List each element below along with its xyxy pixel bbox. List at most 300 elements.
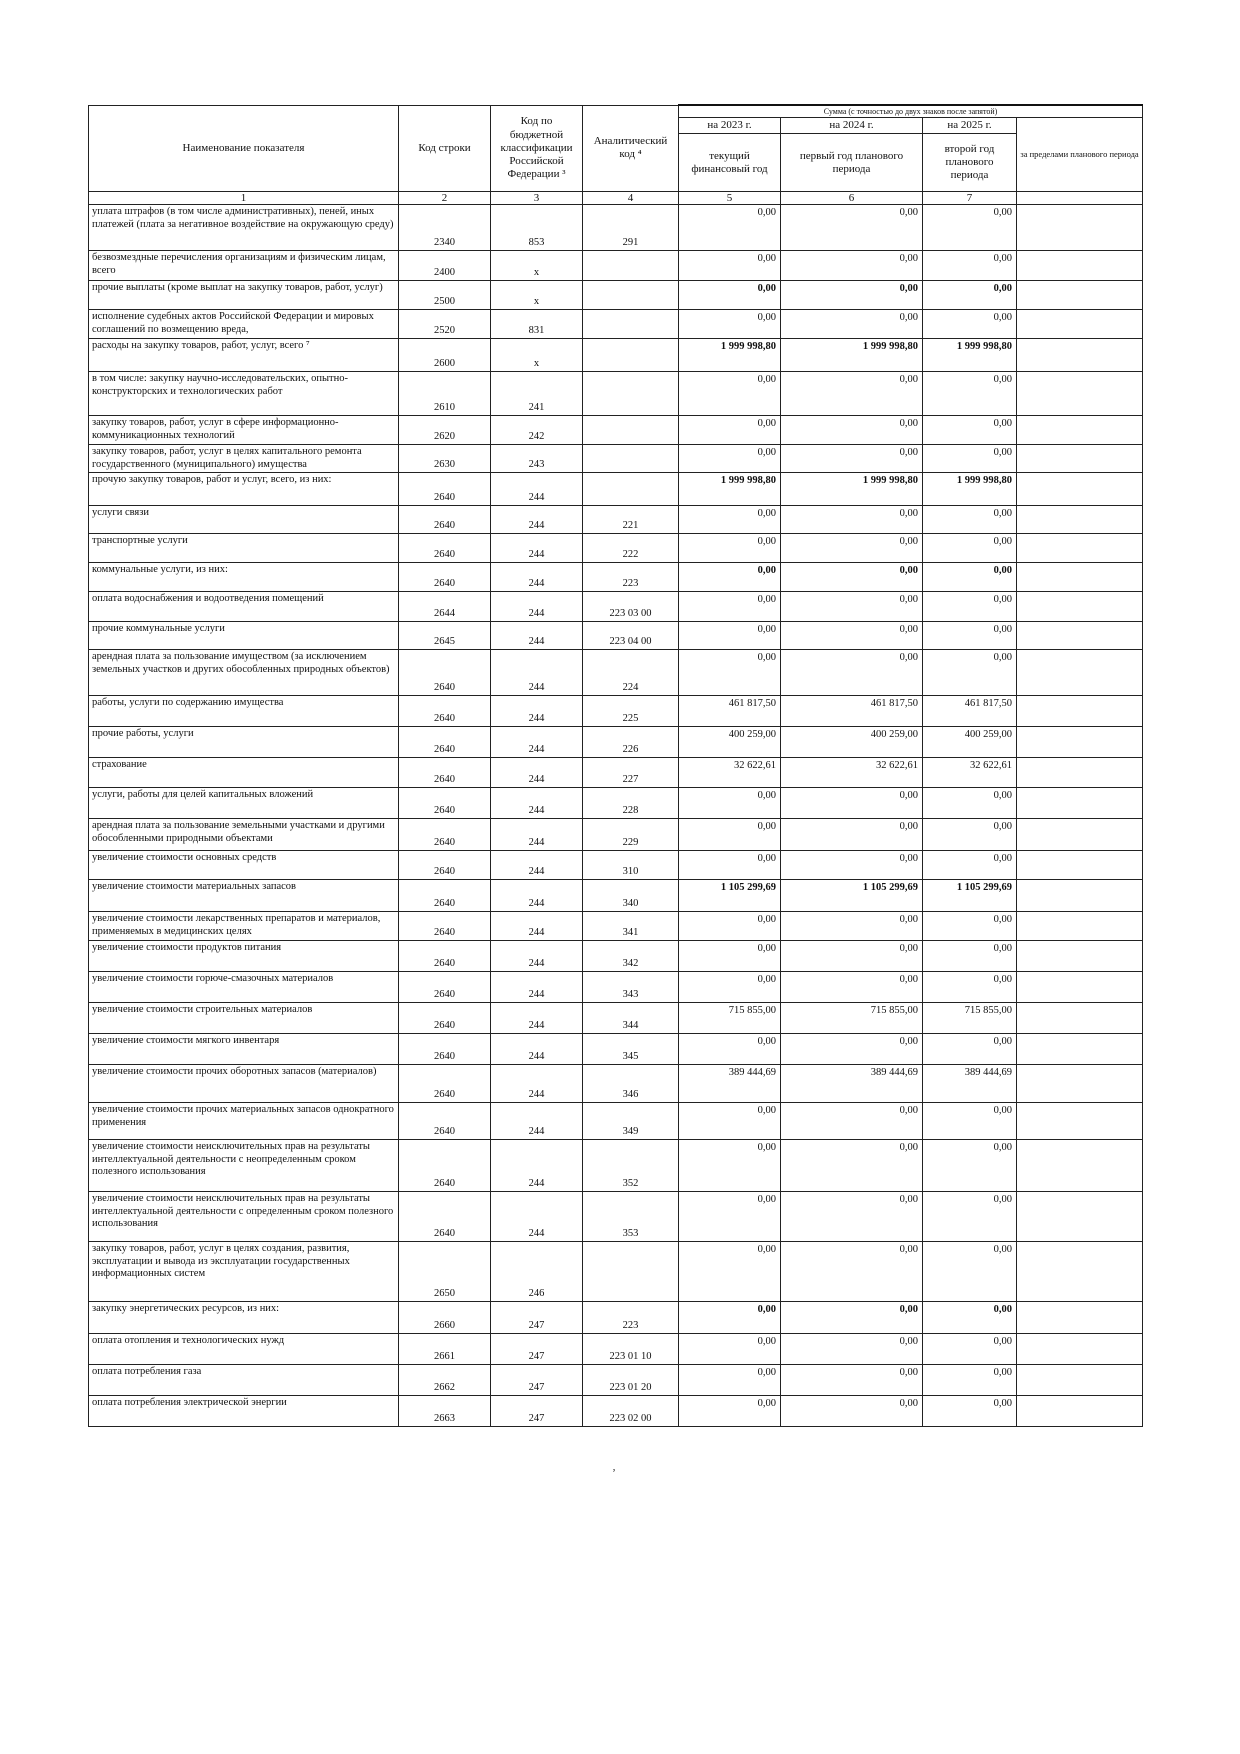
row-value-2023: 400 259,00 [679,727,781,758]
row-value-2025: 1 105 299,69 [923,880,1017,912]
row-value-2025: 0,00 [923,251,1017,281]
row-name: закупку товаров, работ, услуг в сфере информационно-коммуникационных технологий [89,416,399,445]
row-analytic-code [583,310,679,339]
row-kbk: 247 [491,1302,583,1334]
row-value-beyond [1017,1334,1143,1365]
row-kbk: 244 [491,696,583,727]
row-value-2023: 1 999 998,80 [679,473,781,506]
row-value-2024: 1 105 299,69 [781,880,923,912]
row-code: 2600 [399,339,491,372]
table-row [89,1192,1143,1242]
row-value-2025: 32 622,61 [923,758,1017,788]
row-analytic-code [583,416,679,445]
kbk-line: Российской [509,154,564,167]
row-analytic-code: 349 [583,1103,679,1140]
row-value-2023: 0,00 [679,819,781,851]
row-name: арендная плата за пользование земельными участками и другими обособленными природными объектами [89,819,399,851]
row-analytic-code: 353 [583,1192,679,1242]
row-name: услуги связи [89,506,399,534]
row-analytic-code [583,1242,679,1302]
row-name: увеличение стоимости прочих материальных запасов однократного применения [89,1103,399,1140]
row-kbk: 244 [491,563,583,592]
row-kbk: 244 [491,534,583,563]
row-analytic-code: 341 [583,912,679,941]
row-code: 2610 [399,372,491,416]
row-value-beyond [1017,912,1143,941]
row-value-beyond [1017,592,1143,622]
row-code: 2640 [399,534,491,563]
row-value-2024: 0,00 [781,281,923,310]
row-value-2024: 0,00 [781,416,923,445]
row-value-beyond [1017,972,1143,1003]
row-code: 2640 [399,1192,491,1242]
col-number: 7 [923,192,1017,205]
row-kbk: 244 [491,788,583,819]
row-value-2023: 0,00 [679,251,781,281]
table-row [89,727,1143,758]
row-value-beyond [1017,372,1143,416]
row-value-2024: 0,00 [781,622,923,650]
row-value-2024: 0,00 [781,1334,923,1365]
analytic-line: Аналитический [593,135,668,148]
row-code: 2640 [399,788,491,819]
row-value-2023: 0,00 [679,912,781,941]
row-value-2024: 32 622,61 [781,758,923,788]
row-code: 2640 [399,972,491,1003]
row-value-beyond [1017,416,1143,445]
row-kbk: 244 [491,1192,583,1242]
col-number: 6 [781,192,923,205]
row-value-2025: 0,00 [923,1302,1017,1334]
row-kbk: х [491,281,583,310]
row-name: увеличение стоимости прочих оборотных запасов (материалов) [89,1065,399,1103]
row-value-2023: 0,00 [679,1365,781,1396]
row-kbk: х [491,339,583,372]
table-row [89,251,1143,281]
row-value-2023: 1 999 998,80 [679,339,781,372]
row-name: расходы на закупку товаров, работ, услуг, всего ⁷ [89,339,399,372]
row-analytic-code: 223 01 10 [583,1334,679,1365]
row-name: увеличение стоимости неисключительных прав на результаты интеллектуальной деятельности с неопределенным сроком полезного использования [89,1140,399,1192]
row-analytic-code: 228 [583,788,679,819]
row-value-2024: 0,00 [781,819,923,851]
row-code: 2660 [399,1302,491,1334]
row-kbk: 244 [491,473,583,506]
table-row [89,473,1143,506]
row-value-2024: 0,00 [781,851,923,880]
row-analytic-code [583,339,679,372]
row-value-2024: 0,00 [781,1396,923,1427]
row-value-2023: 0,00 [679,592,781,622]
row-analytic-code: 222 [583,534,679,563]
row-value-2025: 0,00 [923,1034,1017,1065]
row-code: 2640 [399,473,491,506]
row-kbk: 244 [491,851,583,880]
row-name: услуги, работы для целей капитальных вложений [89,788,399,819]
row-kbk: 243 [491,445,583,473]
table-row [89,758,1143,788]
row-kbk: 247 [491,1334,583,1365]
table-row [89,445,1143,473]
row-value-2023: 0,00 [679,1302,781,1334]
row-code: 2661 [399,1334,491,1365]
row-value-beyond [1017,1034,1143,1065]
row-value-beyond [1017,506,1143,534]
row-value-2025: 0,00 [923,563,1017,592]
row-value-2023: 0,00 [679,372,781,416]
row-name: прочие выплаты (кроме выплат на закупку товаров, работ, услуг) [89,281,399,310]
row-analytic-code: 223 01 20 [583,1365,679,1396]
row-value-beyond [1017,473,1143,506]
row-value-2023: 0,00 [679,1192,781,1242]
financial-plan-sheet [88,104,1142,1427]
row-code: 2645 [399,622,491,650]
row-value-2023: 0,00 [679,622,781,650]
row-kbk: 244 [491,1103,583,1140]
row-kbk: 244 [491,941,583,972]
row-analytic-code [583,281,679,310]
row-value-2024: 0,00 [781,1034,923,1065]
kbk-line: Федерации ³ [507,168,566,181]
row-name: оплата потребления газа [89,1365,399,1396]
header-analytic-col [583,105,679,192]
row-value-beyond [1017,758,1143,788]
row-value-2024: 0,00 [781,592,923,622]
row-analytic-code: 352 [583,1140,679,1192]
table-row [89,1396,1143,1427]
row-value-beyond [1017,819,1143,851]
row-value-2023: 0,00 [679,1034,781,1065]
row-kbk: 247 [491,1365,583,1396]
row-name: увеличение стоимости продуктов питания [89,941,399,972]
header-current-year: текущий финансовый год [679,134,781,192]
row-value-2024: 0,00 [781,310,923,339]
row-kbk: 244 [491,1003,583,1034]
row-value-2023: 389 444,69 [679,1065,781,1103]
table-row [89,972,1143,1003]
row-kbk: 244 [491,819,583,851]
row-analytic-code: 310 [583,851,679,880]
row-value-2023: 0,00 [679,650,781,696]
row-value-2025: 0,00 [923,1334,1017,1365]
col-number: 3 [491,192,583,205]
header-sum-title: Сумма (с точностью до двух знаков после запятой) [679,105,1143,118]
row-name: прочие работы, услуги [89,727,399,758]
row-code: 2640 [399,650,491,696]
table-row [89,1302,1143,1334]
table-row [89,563,1143,592]
table-row [89,281,1143,310]
row-code: 2640 [399,506,491,534]
row-value-2025: 0,00 [923,941,1017,972]
row-code: 2650 [399,1242,491,1302]
row-analytic-code: 227 [583,758,679,788]
row-analytic-code: 226 [583,727,679,758]
row-code: 2400 [399,251,491,281]
row-code: 2640 [399,912,491,941]
row-value-2023: 0,00 [679,1140,781,1192]
row-value-beyond [1017,941,1143,972]
row-value-2024: 0,00 [781,506,923,534]
row-value-beyond [1017,788,1143,819]
row-value-2023: 32 622,61 [679,758,781,788]
row-value-2025: 1 999 998,80 [923,473,1017,506]
row-kbk: 242 [491,416,583,445]
row-analytic-code [583,372,679,416]
row-value-2023: 0,00 [679,1334,781,1365]
row-value-2023: 0,00 [679,941,781,972]
row-value-beyond [1017,339,1143,372]
row-value-beyond [1017,1003,1143,1034]
row-value-2025: 0,00 [923,1192,1017,1242]
header-second-plan-year: второй год планового периода [923,134,1017,192]
scan-mark: ʼ [612,1466,616,1480]
row-value-2025: 0,00 [923,372,1017,416]
table-row [89,416,1143,445]
table-row [89,912,1143,941]
row-code: 2640 [399,1034,491,1065]
row-analytic-code: 225 [583,696,679,727]
row-value-2025: 0,00 [923,972,1017,1003]
row-value-2024: 0,00 [781,788,923,819]
row-value-2024: 0,00 [781,445,923,473]
table-row [89,339,1143,372]
table-row [89,372,1143,416]
row-value-2025: 0,00 [923,310,1017,339]
row-value-beyond [1017,1065,1143,1103]
row-value-2023: 0,00 [679,281,781,310]
row-value-beyond [1017,310,1143,339]
row-kbk: 244 [491,912,583,941]
table-row [89,1242,1143,1302]
header-code-col: Код строки [399,105,491,192]
row-value-beyond [1017,727,1143,758]
row-value-beyond [1017,1103,1143,1140]
row-value-2025: 461 817,50 [923,696,1017,727]
col-number: 5 [679,192,781,205]
row-value-beyond [1017,1242,1143,1302]
row-kbk: 853 [491,205,583,251]
row-value-2025: 0,00 [923,622,1017,650]
table-row [89,534,1143,563]
row-name: увеличение стоимости неисключительных прав на результаты интеллектуальной деятельности с определенным сроком полезного использования [89,1192,399,1242]
row-kbk: 247 [491,1396,583,1427]
row-analytic-code: 223 04 00 [583,622,679,650]
row-value-2025: 389 444,69 [923,1065,1017,1103]
table-body [89,205,1143,1427]
row-code: 2640 [399,941,491,972]
row-analytic-code: 221 [583,506,679,534]
col-number: 2 [399,192,491,205]
row-kbk: 246 [491,1242,583,1302]
table-row [89,941,1143,972]
row-value-2023: 715 855,00 [679,1003,781,1034]
row-analytic-code: 291 [583,205,679,251]
row-name: прочую закупку товаров, работ и услуг, всего, из них: [89,473,399,506]
row-analytic-code: 343 [583,972,679,1003]
table-header [89,105,1143,205]
row-value-beyond [1017,880,1143,912]
row-value-2024: 0,00 [781,1140,923,1192]
row-code: 2640 [399,819,491,851]
row-value-2023: 0,00 [679,1103,781,1140]
row-value-2024: 0,00 [781,251,923,281]
row-value-2023: 1 105 299,69 [679,880,781,912]
row-kbk: 244 [491,506,583,534]
row-value-beyond [1017,1365,1143,1396]
row-kbk: 244 [491,622,583,650]
row-name: увеличение стоимости мягкого инвентаря [89,1034,399,1065]
row-value-2023: 0,00 [679,563,781,592]
row-code: 2640 [399,1103,491,1140]
row-value-beyond [1017,251,1143,281]
table-row [89,1365,1143,1396]
row-kbk: 244 [491,650,583,696]
row-code: 2630 [399,445,491,473]
row-code: 2640 [399,758,491,788]
row-name: работы, услуги по содержанию имущества [89,696,399,727]
analytic-line: код ⁴ [619,148,642,161]
row-value-beyond [1017,650,1143,696]
row-analytic-code: 224 [583,650,679,696]
header-kbk-col [491,105,583,192]
row-analytic-code [583,445,679,473]
row-value-2025: 0,00 [923,851,1017,880]
header-first-plan-year: первый год планового периода [781,134,923,192]
row-code: 2640 [399,563,491,592]
row-value-beyond [1017,696,1143,727]
kbk-line: бюджетной [509,128,564,141]
kbk-line: классификации [500,141,573,154]
expenditure-table [88,104,1143,1427]
row-analytic-code: 340 [583,880,679,912]
row-code: 2500 [399,281,491,310]
row-code: 2620 [399,416,491,445]
row-code: 2640 [399,1003,491,1034]
column-number-row [89,192,1143,205]
row-code: 2640 [399,727,491,758]
row-name: увеличение стоимости горюче-смазочных материалов [89,972,399,1003]
row-value-2024: 0,00 [781,563,923,592]
table-row [89,696,1143,727]
row-value-beyond [1017,1396,1143,1427]
row-analytic-code: 223 02 00 [583,1396,679,1427]
row-value-2024: 0,00 [781,534,923,563]
row-analytic-code: 342 [583,941,679,972]
row-value-2023: 0,00 [679,851,781,880]
header-beyond-period: за пределами планового периода [1017,118,1143,192]
row-value-2023: 0,00 [679,788,781,819]
row-code: 2663 [399,1396,491,1427]
row-value-beyond [1017,851,1143,880]
row-value-beyond [1017,1302,1143,1334]
header-year-2024: на 2024 г. [781,118,923,134]
row-value-2024: 0,00 [781,1302,923,1334]
row-analytic-code: 344 [583,1003,679,1034]
row-kbk: 244 [491,758,583,788]
row-kbk: 244 [491,880,583,912]
row-kbk: 244 [491,1140,583,1192]
row-name: прочие коммунальные услуги [89,622,399,650]
row-code: 2640 [399,851,491,880]
row-value-2024: 1 999 998,80 [781,473,923,506]
row-name: увеличение стоимости строительных материалов [89,1003,399,1034]
table-row [89,1140,1143,1192]
row-name: закупку энергетических ресурсов, из них: [89,1302,399,1334]
row-value-2025: 0,00 [923,1242,1017,1302]
row-value-2025: 0,00 [923,1103,1017,1140]
row-value-2024: 1 999 998,80 [781,339,923,372]
row-value-2023: 0,00 [679,972,781,1003]
row-value-2025: 0,00 [923,819,1017,851]
table-row [89,819,1143,851]
row-value-2023: 0,00 [679,310,781,339]
row-code: 2340 [399,205,491,251]
row-value-2024: 0,00 [781,1103,923,1140]
row-value-2024: 0,00 [781,372,923,416]
header-name-col: Наименование показателя [89,105,399,192]
row-code: 2640 [399,1140,491,1192]
row-code: 2520 [399,310,491,339]
row-value-2024: 715 855,00 [781,1003,923,1034]
row-value-2024: 400 259,00 [781,727,923,758]
row-name: в том числе: закупку научно-исследовательских, опытно-конструкторских и технологических работ [89,372,399,416]
row-name: арендная плата за пользование имуществом (за исключением земельных участков и других обособленных природных объектов) [89,650,399,696]
row-value-2025: 0,00 [923,416,1017,445]
row-name: страхование [89,758,399,788]
row-analytic-code: 223 [583,563,679,592]
row-value-2025: 400 259,00 [923,727,1017,758]
row-value-beyond [1017,205,1143,251]
col-number [1017,192,1143,205]
row-analytic-code: 229 [583,819,679,851]
table-row [89,1334,1143,1365]
row-value-2025: 715 855,00 [923,1003,1017,1034]
table-row [89,622,1143,650]
row-code: 2640 [399,696,491,727]
row-value-2025: 0,00 [923,445,1017,473]
row-value-beyond [1017,1140,1143,1192]
row-kbk: 244 [491,727,583,758]
row-name: транспортные услуги [89,534,399,563]
row-analytic-code: 345 [583,1034,679,1065]
col-number: 1 [89,192,399,205]
row-value-2025: 0,00 [923,1396,1017,1427]
row-value-2023: 0,00 [679,506,781,534]
col-number: 4 [583,192,679,205]
row-value-2023: 0,00 [679,1396,781,1427]
row-value-2025: 0,00 [923,1140,1017,1192]
table-row [89,1034,1143,1065]
header-year-2023: на 2023 г. [679,118,781,134]
row-value-2025: 0,00 [923,506,1017,534]
row-value-2024: 0,00 [781,972,923,1003]
row-value-2024: 0,00 [781,650,923,696]
row-name: коммунальные услуги, из них: [89,563,399,592]
row-value-2024: 389 444,69 [781,1065,923,1103]
row-code: 2662 [399,1365,491,1396]
row-kbk: 244 [491,972,583,1003]
row-value-2025: 0,00 [923,592,1017,622]
row-value-beyond [1017,622,1143,650]
row-name: закупку товаров, работ, услуг в целях капитального ремонта государственного (муниципального) имущества [89,445,399,473]
table-row [89,1103,1143,1140]
row-value-2025: 0,00 [923,205,1017,251]
row-value-2023: 0,00 [679,534,781,563]
row-value-2025: 0,00 [923,534,1017,563]
table-row [89,592,1143,622]
kbk-line: Код по [520,115,553,128]
